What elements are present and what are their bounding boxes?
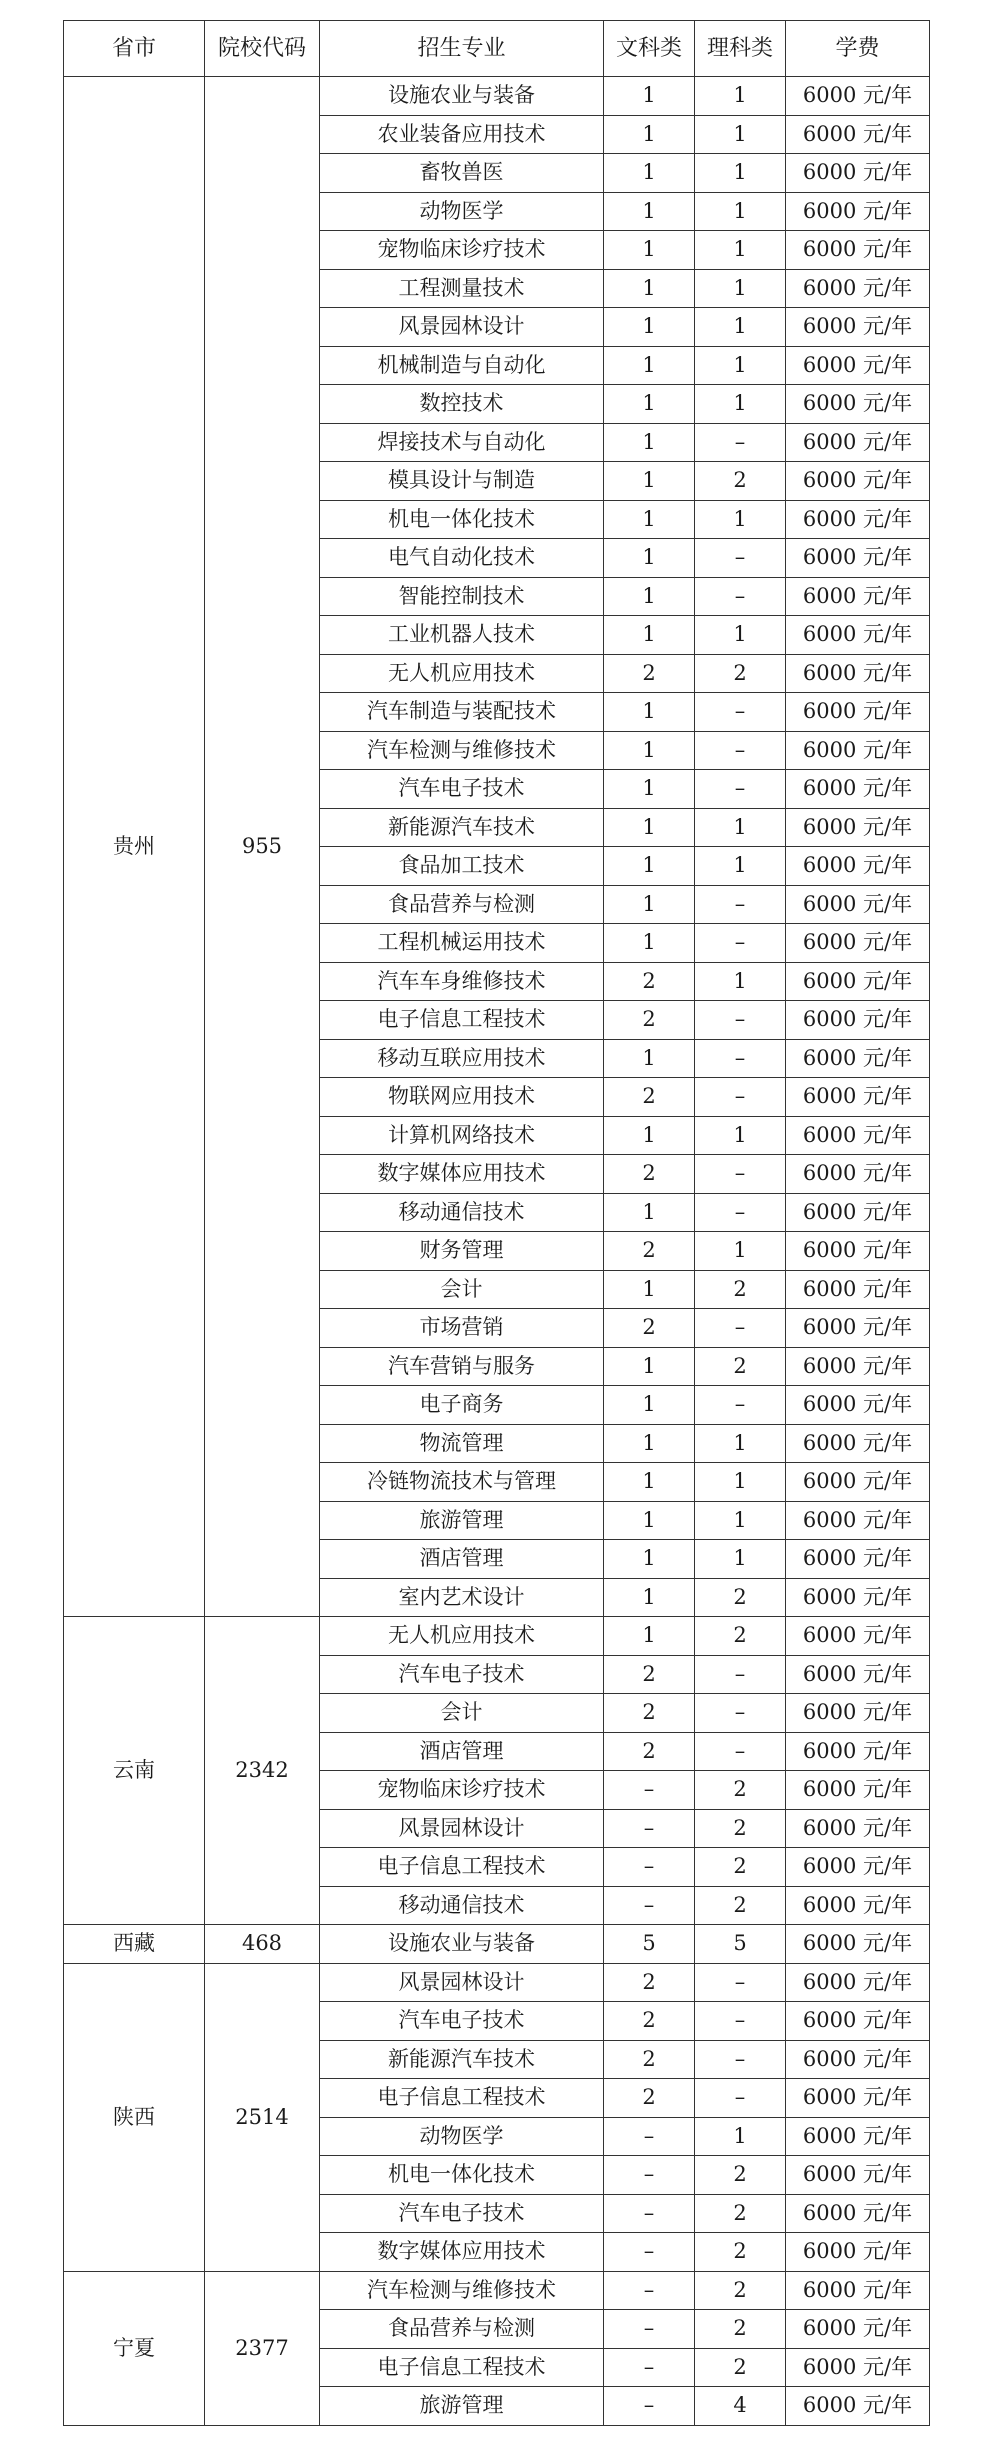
tuition-cell: 6000 元/年 — [786, 385, 930, 424]
table-row — [64, 77, 930, 116]
header-tuition: 学费 — [786, 21, 930, 77]
arts-count-cell: 1 — [604, 924, 695, 963]
science-count-cell: 1 — [695, 192, 786, 231]
arts-count-cell: 2 — [604, 1232, 695, 1271]
major-cell: 会计 — [320, 1270, 604, 1309]
arts-count-cell: 2 — [604, 1001, 695, 1040]
science-count-cell: 1 — [695, 385, 786, 424]
major-cell: 食品加工技术 — [320, 847, 604, 886]
tuition-cell: 6000 元/年 — [786, 192, 930, 231]
science-count-cell: – — [695, 1309, 786, 1348]
science-count-cell: 5 — [695, 1925, 786, 1964]
major-cell: 汽车电子技术 — [320, 2194, 604, 2233]
arts-count-cell: 2 — [604, 1078, 695, 1117]
tuition-cell: 6000 元/年 — [786, 1694, 930, 1733]
arts-count-cell: 1 — [604, 1424, 695, 1463]
province-cell: 贵州 — [64, 77, 205, 1617]
arts-count-cell: 2 — [604, 2079, 695, 2118]
major-cell: 汽车车身维修技术 — [320, 962, 604, 1001]
major-cell: 酒店管理 — [320, 1540, 604, 1579]
tuition-cell: 6000 元/年 — [786, 2117, 930, 2156]
arts-count-cell: 1 — [604, 231, 695, 270]
major-cell: 智能控制技术 — [320, 577, 604, 616]
major-cell: 移动通信技术 — [320, 1193, 604, 1232]
tuition-cell: 6000 元/年 — [786, 154, 930, 193]
tuition-cell: 6000 元/年 — [786, 2079, 930, 2118]
arts-count-cell: – — [604, 2117, 695, 2156]
major-cell: 电子信息工程技术 — [320, 2079, 604, 2118]
science-count-cell: – — [695, 693, 786, 732]
science-count-cell: – — [695, 577, 786, 616]
major-cell: 汽车电子技术 — [320, 1655, 604, 1694]
tuition-cell: 6000 元/年 — [786, 847, 930, 886]
major-cell: 汽车营销与服务 — [320, 1347, 604, 1386]
enrollment-table — [63, 20, 930, 2426]
header-science: 理科类 — [695, 21, 786, 77]
tuition-cell: 6000 元/年 — [786, 1501, 930, 1540]
science-count-cell: 1 — [695, 1501, 786, 1540]
arts-count-cell: 2 — [604, 1963, 695, 2002]
tuition-cell: 6000 元/年 — [786, 1617, 930, 1656]
tuition-cell: 6000 元/年 — [786, 539, 930, 578]
major-cell: 动物医学 — [320, 192, 604, 231]
science-count-cell: 2 — [695, 1578, 786, 1617]
arts-count-cell: 1 — [604, 500, 695, 539]
tuition-cell: 6000 元/年 — [786, 2387, 930, 2426]
table-row — [64, 1925, 930, 1964]
arts-count-cell: 1 — [604, 1039, 695, 1078]
science-count-cell: – — [695, 1694, 786, 1733]
tuition-cell: 6000 元/年 — [786, 1771, 930, 1810]
major-cell: 新能源汽车技术 — [320, 2040, 604, 2079]
science-count-cell: – — [695, 731, 786, 770]
science-count-cell: 2 — [695, 1771, 786, 1810]
tuition-cell: 6000 元/年 — [786, 1193, 930, 1232]
major-cell: 电气自动化技术 — [320, 539, 604, 578]
arts-count-cell: – — [604, 2233, 695, 2272]
arts-count-cell: 1 — [604, 577, 695, 616]
science-count-cell: – — [695, 1155, 786, 1194]
tuition-cell: 6000 元/年 — [786, 808, 930, 847]
science-count-cell: – — [695, 2040, 786, 2079]
science-count-cell: 2 — [695, 1886, 786, 1925]
science-count-cell: – — [695, 1078, 786, 1117]
arts-count-cell: 1 — [604, 1270, 695, 1309]
major-cell: 电子信息工程技术 — [320, 1001, 604, 1040]
major-cell: 财务管理 — [320, 1232, 604, 1271]
tuition-cell: 6000 元/年 — [786, 308, 930, 347]
tuition-cell: 6000 元/年 — [786, 924, 930, 963]
arts-count-cell: 1 — [604, 616, 695, 655]
arts-count-cell: 1 — [604, 1347, 695, 1386]
major-cell: 移动互联应用技术 — [320, 1039, 604, 1078]
province-cell: 西藏 — [64, 1925, 205, 1964]
arts-count-cell: 1 — [604, 1193, 695, 1232]
arts-count-cell: 2 — [604, 1155, 695, 1194]
arts-count-cell: 2 — [604, 1309, 695, 1348]
science-count-cell: – — [695, 423, 786, 462]
major-cell: 物联网应用技术 — [320, 1078, 604, 1117]
major-cell: 移动通信技术 — [320, 1886, 604, 1925]
arts-count-cell: 1 — [604, 1501, 695, 1540]
major-cell: 汽车电子技术 — [320, 770, 604, 809]
province-cell: 陕西 — [64, 1963, 205, 2271]
major-cell: 宠物临床诊疗技术 — [320, 231, 604, 270]
tuition-cell: 6000 元/年 — [786, 231, 930, 270]
science-count-cell: 2 — [695, 2310, 786, 2349]
science-count-cell: 1 — [695, 500, 786, 539]
tuition-cell: 6000 元/年 — [786, 1540, 930, 1579]
science-count-cell: 2 — [695, 1809, 786, 1848]
arts-count-cell: 1 — [604, 192, 695, 231]
major-cell: 汽车检测与维修技术 — [320, 731, 604, 770]
header-province: 省市 — [64, 21, 205, 77]
science-count-cell: – — [695, 2079, 786, 2118]
header-arts: 文科类 — [604, 21, 695, 77]
tuition-cell: 6000 元/年 — [786, 77, 930, 116]
science-count-cell: 1 — [695, 308, 786, 347]
science-count-cell: 1 — [695, 962, 786, 1001]
arts-count-cell: 1 — [604, 1116, 695, 1155]
tuition-cell: 6000 元/年 — [786, 1116, 930, 1155]
major-cell: 无人机应用技术 — [320, 654, 604, 693]
tuition-cell: 6000 元/年 — [786, 1655, 930, 1694]
arts-count-cell: – — [604, 2194, 695, 2233]
tuition-cell: 6000 元/年 — [786, 2194, 930, 2233]
tuition-cell: 6000 元/年 — [786, 2002, 930, 2041]
tuition-cell: 6000 元/年 — [786, 423, 930, 462]
tuition-cell: 6000 元/年 — [786, 1463, 930, 1502]
science-count-cell: – — [695, 1963, 786, 2002]
tuition-cell: 6000 元/年 — [786, 1925, 930, 1964]
tuition-cell: 6000 元/年 — [786, 962, 930, 1001]
arts-count-cell: 1 — [604, 77, 695, 116]
arts-count-cell: – — [604, 1848, 695, 1887]
major-cell: 数字媒体应用技术 — [320, 2233, 604, 2272]
arts-count-cell: 1 — [604, 385, 695, 424]
major-cell: 工程测量技术 — [320, 269, 604, 308]
major-cell: 新能源汽车技术 — [320, 808, 604, 847]
science-count-cell: 2 — [695, 2348, 786, 2387]
tuition-cell: 6000 元/年 — [786, 1848, 930, 1887]
tuition-cell: 6000 元/年 — [786, 115, 930, 154]
major-cell: 市场营销 — [320, 1309, 604, 1348]
science-count-cell: 1 — [695, 154, 786, 193]
science-count-cell: – — [695, 2002, 786, 2041]
major-cell: 畜牧兽医 — [320, 154, 604, 193]
arts-count-cell: 1 — [604, 808, 695, 847]
major-cell: 电子商务 — [320, 1386, 604, 1425]
science-count-cell: – — [695, 770, 786, 809]
major-cell: 农业装备应用技术 — [320, 115, 604, 154]
arts-count-cell: 1 — [604, 539, 695, 578]
arts-count-cell: 1 — [604, 1386, 695, 1425]
major-cell: 冷链物流技术与管理 — [320, 1463, 604, 1502]
science-count-cell: 1 — [695, 1424, 786, 1463]
arts-count-cell: 1 — [604, 847, 695, 886]
arts-count-cell: 5 — [604, 1925, 695, 1964]
science-count-cell: – — [695, 924, 786, 963]
major-cell: 数控技术 — [320, 385, 604, 424]
tuition-cell: 6000 元/年 — [786, 1424, 930, 1463]
tuition-cell: 6000 元/年 — [786, 693, 930, 732]
tuition-cell: 6000 元/年 — [786, 1078, 930, 1117]
major-cell: 食品营养与检测 — [320, 885, 604, 924]
school-code-cell: 2377 — [205, 2271, 320, 2425]
province-cell: 宁夏 — [64, 2271, 205, 2425]
major-cell: 模具设计与制造 — [320, 462, 604, 501]
school-code-cell: 2342 — [205, 1617, 320, 1925]
arts-count-cell: 1 — [604, 308, 695, 347]
header-row — [64, 21, 930, 77]
arts-count-cell: 2 — [604, 1694, 695, 1733]
major-cell: 物流管理 — [320, 1424, 604, 1463]
science-count-cell: 2 — [695, 462, 786, 501]
science-count-cell: 2 — [695, 2233, 786, 2272]
arts-count-cell: 2 — [604, 1732, 695, 1771]
major-cell: 室内艺术设计 — [320, 1578, 604, 1617]
major-cell: 工业机器人技术 — [320, 616, 604, 655]
science-count-cell: 1 — [695, 115, 786, 154]
science-count-cell: 1 — [695, 77, 786, 116]
science-count-cell: – — [695, 1001, 786, 1040]
school-code-cell: 468 — [205, 1925, 320, 1964]
major-cell: 机电一体化技术 — [320, 2156, 604, 2195]
arts-count-cell: 1 — [604, 1540, 695, 1579]
tuition-cell: 6000 元/年 — [786, 1963, 930, 2002]
school-code-cell: 955 — [205, 77, 320, 1617]
major-cell: 汽车电子技术 — [320, 2002, 604, 2041]
science-count-cell: 2 — [695, 654, 786, 693]
major-cell: 食品营养与检测 — [320, 2310, 604, 2349]
tuition-cell: 6000 元/年 — [786, 1039, 930, 1078]
tuition-cell: 6000 元/年 — [786, 2233, 930, 2272]
major-cell: 风景园林设计 — [320, 1963, 604, 2002]
major-cell: 旅游管理 — [320, 1501, 604, 1540]
arts-count-cell: – — [604, 2348, 695, 2387]
arts-count-cell: 1 — [604, 154, 695, 193]
major-cell: 汽车检测与维修技术 — [320, 2271, 604, 2310]
science-count-cell: – — [695, 1193, 786, 1232]
province-cell: 云南 — [64, 1617, 205, 1925]
arts-count-cell: 2 — [604, 654, 695, 693]
tuition-cell: 6000 元/年 — [786, 577, 930, 616]
science-count-cell: 2 — [695, 1347, 786, 1386]
science-count-cell: 1 — [695, 231, 786, 270]
tuition-cell: 6000 元/年 — [786, 2310, 930, 2349]
tuition-cell: 6000 元/年 — [786, 1001, 930, 1040]
major-cell: 风景园林设计 — [320, 308, 604, 347]
major-cell: 机械制造与自动化 — [320, 346, 604, 385]
science-count-cell: – — [695, 885, 786, 924]
tuition-cell: 6000 元/年 — [786, 500, 930, 539]
header-major: 招生专业 — [320, 21, 604, 77]
tuition-cell: 6000 元/年 — [786, 731, 930, 770]
major-cell: 动物医学 — [320, 2117, 604, 2156]
arts-count-cell: – — [604, 2387, 695, 2426]
major-cell: 机电一体化技术 — [320, 500, 604, 539]
arts-count-cell: – — [604, 2156, 695, 2195]
tuition-cell: 6000 元/年 — [786, 1886, 930, 1925]
science-count-cell: 2 — [695, 1848, 786, 1887]
major-cell: 工程机械运用技术 — [320, 924, 604, 963]
arts-count-cell: – — [604, 1886, 695, 1925]
tuition-cell: 6000 元/年 — [786, 885, 930, 924]
major-cell: 会计 — [320, 1694, 604, 1733]
science-count-cell: 2 — [695, 2156, 786, 2195]
tuition-cell: 6000 元/年 — [786, 2040, 930, 2079]
science-count-cell: 1 — [695, 808, 786, 847]
header-school-code: 院校代码 — [205, 21, 320, 77]
tuition-cell: 6000 元/年 — [786, 1809, 930, 1848]
tuition-cell: 6000 元/年 — [786, 462, 930, 501]
tuition-cell: 6000 元/年 — [786, 346, 930, 385]
table-body — [64, 77, 930, 2426]
major-cell: 酒店管理 — [320, 1732, 604, 1771]
science-count-cell: 1 — [695, 1540, 786, 1579]
tuition-cell: 6000 元/年 — [786, 770, 930, 809]
tuition-cell: 6000 元/年 — [786, 2348, 930, 2387]
arts-count-cell: 1 — [604, 770, 695, 809]
tuition-cell: 6000 元/年 — [786, 654, 930, 693]
arts-count-cell: 1 — [604, 1578, 695, 1617]
major-cell: 设施农业与装备 — [320, 1925, 604, 1964]
science-count-cell: 1 — [695, 1116, 786, 1155]
major-cell: 旅游管理 — [320, 2387, 604, 2426]
major-cell: 设施农业与装备 — [320, 77, 604, 116]
arts-count-cell: – — [604, 1771, 695, 1810]
school-code-cell: 2514 — [205, 1963, 320, 2271]
arts-count-cell: – — [604, 2310, 695, 2349]
arts-count-cell: 2 — [604, 1655, 695, 1694]
arts-count-cell: 2 — [604, 2002, 695, 2041]
science-count-cell: – — [695, 539, 786, 578]
major-cell: 数字媒体应用技术 — [320, 1155, 604, 1194]
science-count-cell: 2 — [695, 1617, 786, 1656]
major-cell: 计算机网络技术 — [320, 1116, 604, 1155]
arts-count-cell: 1 — [604, 731, 695, 770]
table-row — [64, 1617, 930, 1656]
science-count-cell: – — [695, 1039, 786, 1078]
major-cell: 风景园林设计 — [320, 1809, 604, 1848]
arts-count-cell: 1 — [604, 269, 695, 308]
science-count-cell: – — [695, 1732, 786, 1771]
major-cell: 电子信息工程技术 — [320, 2348, 604, 2387]
arts-count-cell: 1 — [604, 693, 695, 732]
arts-count-cell: – — [604, 1809, 695, 1848]
science-count-cell: – — [695, 1655, 786, 1694]
major-cell: 汽车制造与装配技术 — [320, 693, 604, 732]
science-count-cell: 1 — [695, 269, 786, 308]
table-row — [64, 2271, 930, 2310]
tuition-cell: 6000 元/年 — [786, 616, 930, 655]
tuition-cell: 6000 元/年 — [786, 1347, 930, 1386]
arts-count-cell: – — [604, 2271, 695, 2310]
major-cell: 焊接技术与自动化 — [320, 423, 604, 462]
arts-count-cell: 1 — [604, 346, 695, 385]
tuition-cell: 6000 元/年 — [786, 269, 930, 308]
tuition-cell: 6000 元/年 — [786, 1732, 930, 1771]
tuition-cell: 6000 元/年 — [786, 1155, 930, 1194]
tuition-cell: 6000 元/年 — [786, 1270, 930, 1309]
arts-count-cell: 1 — [604, 885, 695, 924]
science-count-cell: 1 — [695, 346, 786, 385]
major-cell: 宠物临床诊疗技术 — [320, 1771, 604, 1810]
tuition-cell: 6000 元/年 — [786, 2156, 930, 2195]
science-count-cell: 2 — [695, 1270, 786, 1309]
science-count-cell: 1 — [695, 1463, 786, 1502]
science-count-cell: 1 — [695, 1232, 786, 1271]
science-count-cell: 4 — [695, 2387, 786, 2426]
arts-count-cell: 1 — [604, 1617, 695, 1656]
major-cell: 无人机应用技术 — [320, 1617, 604, 1656]
tuition-cell: 6000 元/年 — [786, 2271, 930, 2310]
science-count-cell: – — [695, 1386, 786, 1425]
arts-count-cell: 1 — [604, 1463, 695, 1502]
major-cell: 电子信息工程技术 — [320, 1848, 604, 1887]
tuition-cell: 6000 元/年 — [786, 1386, 930, 1425]
tuition-cell: 6000 元/年 — [786, 1309, 930, 1348]
tuition-cell: 6000 元/年 — [786, 1578, 930, 1617]
arts-count-cell: 1 — [604, 115, 695, 154]
tuition-cell: 6000 元/年 — [786, 1232, 930, 1271]
arts-count-cell: 2 — [604, 962, 695, 1001]
arts-count-cell: 1 — [604, 423, 695, 462]
science-count-cell: 1 — [695, 847, 786, 886]
arts-count-cell: 2 — [604, 2040, 695, 2079]
table-row — [64, 1963, 930, 2002]
science-count-cell: 1 — [695, 616, 786, 655]
science-count-cell: 2 — [695, 2194, 786, 2233]
arts-count-cell: 1 — [604, 462, 695, 501]
science-count-cell: 1 — [695, 2117, 786, 2156]
science-count-cell: 2 — [695, 2271, 786, 2310]
